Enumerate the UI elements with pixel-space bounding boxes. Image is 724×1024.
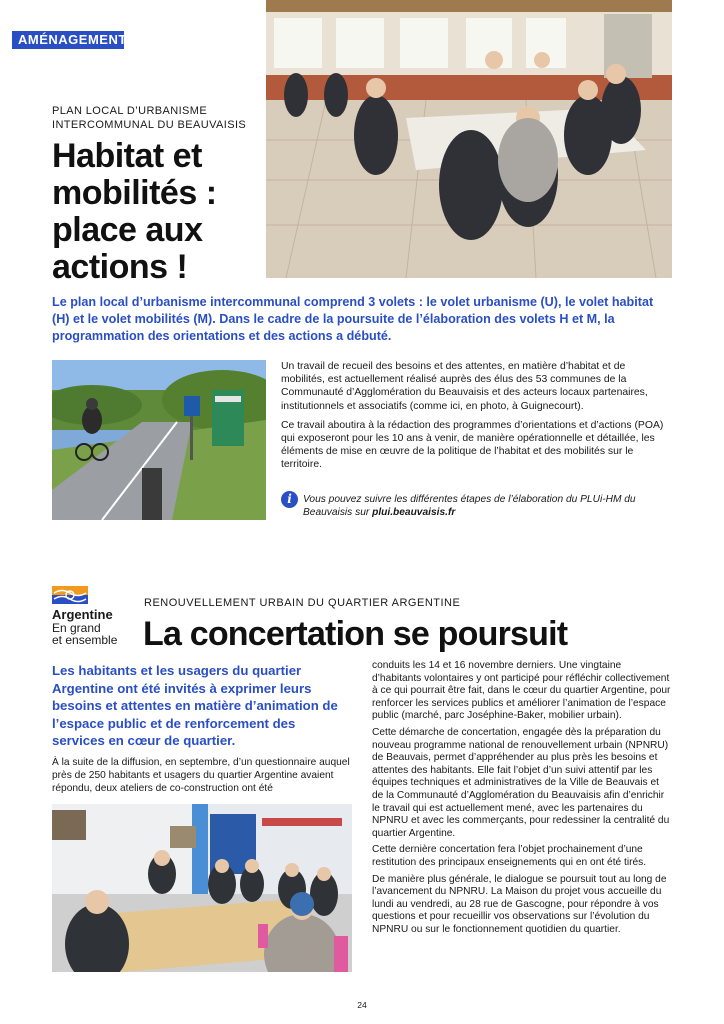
article2-body-right xyxy=(372,660,672,940)
article1-headline-line1: Habitat et xyxy=(52,137,202,175)
section-tag: AMÉNAGEMENT xyxy=(12,31,124,49)
logo-line1: Argentine xyxy=(52,607,113,622)
argentine-logo-mark xyxy=(52,586,88,604)
article1-headline-line2: mobilités : xyxy=(52,174,217,212)
article2-paragraph4: De manière plus générale, le dialogue se poursuit tout au long de l’avancement du NPNRU. La Maison du projet vous accueille du lundi au vendredi, au 28 rue de Gascogne, pour répondre à vos questions et pour recueillir vos observations sur l’évolution du NPNRU ou sur le fonctionnement quotidien du quartier. xyxy=(372,873,667,935)
article1-paragraph1: Un travail de recueil des besoins et des attentes, en matière d’habitat et de mobilités, est actuellement réalisé auprès des élus des 53 communes de la Communauté d’Agglomération du Beauvaisis et des acteurs locaux partenaires, institutionnels et associatifs (comme ici, en photo, à Guignecourt). xyxy=(281,361,648,412)
article1-headline xyxy=(52,138,262,286)
article1-paragraph2: Ce travail aboutira à la rédaction des programmes d’orientations et d’actions (POA) qui exposeront pour les 10 ans à venir, de manière opérationnelle et détaillée, les éléments de mise en œuvre de la politique de l’habitat et des mobilités sur le territoire. xyxy=(281,419,664,471)
article2-paragraph2: Cette démarche de concertation, engagée dès la préparation du nouveau programme national de renouvellement urbain (NPNRU) de Beauvais, permet d’appréhender au plus près les besoins et attentes des habitants. Elle fait l’objet d’un suivi attentif par les équipes techniques et administratives de la Ville de Beauvais et de la Communauté d’Agglomération du Beauvaisis afin d’enrichir le travail qui est actuellement mené, avec les partenaires du NPNRU et avec les commerçants, pour redessiner la centralité du quartier Argentine. xyxy=(372,726,670,839)
page-number: 24 xyxy=(357,1000,367,1010)
article1-kicker-line2: INTERCOMMUNAL DU BEAUVAISIS xyxy=(52,119,247,131)
article2-paragraph3: Cette dernière concertation fera l’objet prochainement d’une restitution des principaux enseignements qui en ont été tirés. xyxy=(372,844,647,868)
article1-kicker-line1: PLAN LOCAL D’URBANISME xyxy=(52,105,208,117)
meeting-photo xyxy=(266,0,672,278)
bike-path-photo xyxy=(52,360,266,520)
workshop-photo xyxy=(52,804,352,972)
article2-lead: Les habitants et les usagers du quartier Argentine ont été invités à exprimer leurs besoins et attentes en matière d’animation de l’espace public et de renforcement des services en cœur de quartier. xyxy=(52,663,338,748)
info-note xyxy=(281,491,672,523)
article1-kicker xyxy=(52,104,262,132)
article2-paragraph1-cont: conduits les 14 et 16 novembre derniers. Une vingtaine d’habitants volontaires y ont participé pour réfléchir collectivement à ce qui pourrait être fait, dans le cœur du quartier Argentine, pour renforcer les services publics et améliorer l’animation de l’espace public (marché, parc Joséphine-Baker, mobilier urbain). xyxy=(372,660,671,722)
article2-kicker: RENOUVELLEMENT URBAIN DU QUARTIER ARGENTINE xyxy=(144,597,461,609)
article1-lead: Le plan local d’urbanisme intercommunal comprend 3 volets : le volet urbanisme (U), le volet habitat (H) et le volet mobilités (M). Dans le cadre de la poursuite de l’élaboration des volets H et M, la programmation des orientations et des actions a débuté. xyxy=(52,295,654,343)
logo-line2: En grand xyxy=(52,621,101,635)
logo-line3: et ensemble xyxy=(52,633,118,647)
article2-paragraph1: À la suite de la diffusion, en septembre, d’un questionnaire auquel près de 250 habitants et usagers du quartier Argentine avaient répondu, deux ateliers de co-construction ont été xyxy=(52,757,350,794)
info-icon: i xyxy=(281,491,298,508)
info-text-body: Vous pouvez suivre les différentes étapes de l’élaboration du PLUi-HM du Beauvaisis sur xyxy=(303,494,636,518)
info-link[interactable]: plui.beauvaisis.fr xyxy=(372,507,456,518)
argentine-logo xyxy=(52,586,142,650)
info-text xyxy=(303,493,663,519)
article2-headline: La concertation se poursuit xyxy=(143,615,568,653)
article1-headline-line4: actions ! xyxy=(52,248,188,286)
article1-body xyxy=(281,360,672,478)
article1-headline-line3: place aux xyxy=(52,211,203,249)
